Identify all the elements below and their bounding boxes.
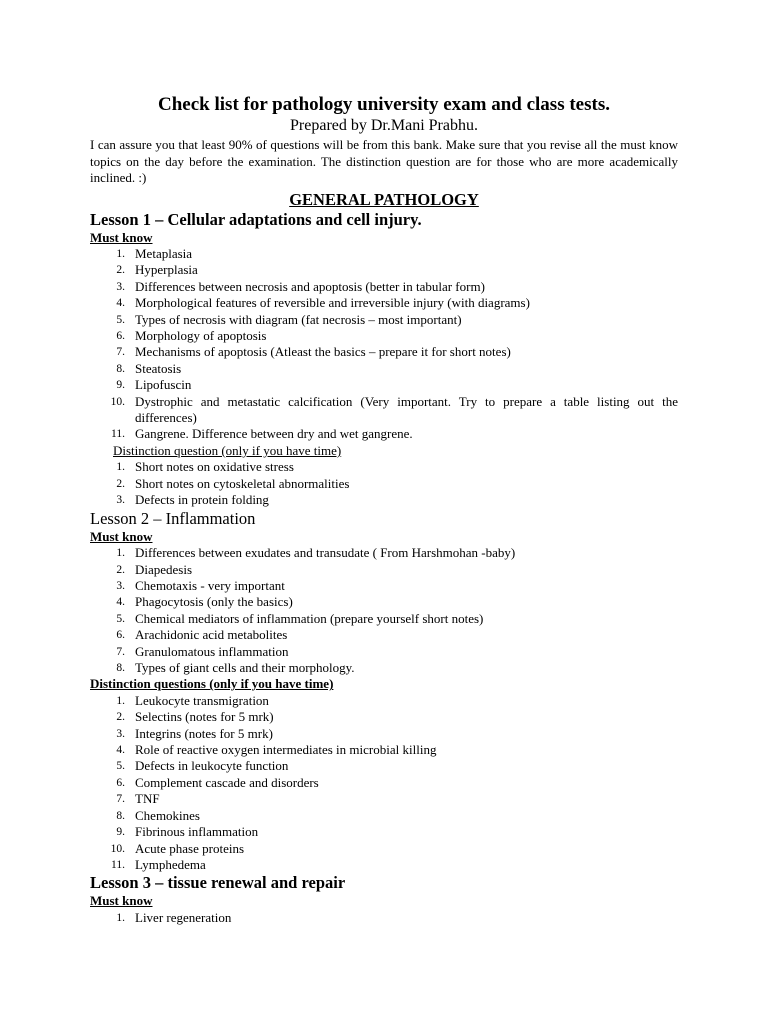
list-item-number: 2.: [116, 711, 125, 724]
list-item-number: 4.: [116, 297, 125, 310]
list-item-text: Morphology of apoptosis: [135, 328, 267, 344]
list-item: [90, 808, 678, 824]
list-item-number: 6.: [116, 330, 125, 343]
list-item-number: 6.: [116, 629, 125, 642]
list-item: [90, 459, 678, 475]
list-item-text: Chemotaxis - very important: [135, 577, 285, 593]
intro-paragraph: I can assure you that least 90% of questions will be from this bank. Make sure that you revise all the must know topics on the day before the examination. The distinction question are for those who are more academically inclined. :): [90, 137, 678, 185]
list-item-number: 2.: [116, 477, 125, 490]
list-item: [90, 660, 678, 676]
list-item-number: 5.: [116, 612, 125, 625]
list-item-number: 4.: [116, 596, 125, 609]
list-item-number: 1.: [116, 461, 125, 474]
list-item: [90, 758, 678, 774]
list-item-number: 10.: [110, 842, 125, 855]
list-item-number: 9.: [116, 379, 125, 392]
list-item: [90, 377, 678, 393]
list-item: [90, 857, 678, 873]
list-item-text: Lipofuscin: [135, 377, 192, 393]
list-item-text: Defects in leukocyte function: [135, 758, 289, 774]
list-item: [90, 246, 678, 262]
list-item-number: 5.: [116, 313, 125, 326]
list-item-number: 3.: [116, 727, 125, 740]
lesson-3-title: Lesson 3 – tissue renewal and repair: [90, 873, 346, 893]
list-item-number: 1.: [116, 694, 125, 707]
list-item: [90, 279, 678, 295]
list-item: [90, 312, 678, 328]
list-item-text: Steatosis: [135, 360, 182, 376]
list-item-number: 8.: [116, 362, 125, 375]
list-item-text: Liver regeneration: [135, 909, 232, 925]
list-item-number: 1.: [116, 547, 125, 560]
list-item-text: Complement cascade and disorders: [135, 774, 319, 790]
section-heading: [90, 190, 678, 210]
list-item-text: Differences between exudates and transudate ( From Harshmohan -baby): [135, 545, 516, 561]
list-item-text: TNF: [135, 791, 160, 807]
list-item-text: Granulomatous inflammation: [135, 643, 289, 659]
list-item-text: Arachidonic acid metabolites: [135, 627, 288, 643]
list-item: [90, 824, 678, 840]
list-item-text: Chemical mediators of inflammation (prepare yourself short notes): [135, 610, 484, 626]
list-item-text: Selectins (notes for 5 mrk): [135, 709, 274, 725]
lesson-2-title: Lesson 2 – Inflammation: [90, 508, 256, 528]
list-item-number: 1.: [116, 911, 125, 924]
list-item: [90, 594, 678, 610]
list-item-number: 3.: [116, 579, 125, 592]
lesson-2-must-know-list: [90, 545, 678, 676]
list-item-number: 7.: [116, 346, 125, 359]
list-item-text: Dystrophic and metastatic calcification (Very important. Try to prepare a table listing out the differences): [135, 393, 678, 426]
list-item: [90, 709, 678, 725]
list-item-text: Phagocytosis (only the basics): [135, 594, 293, 610]
list-item-text: Gangrene. Difference between dry and wet gangrene.: [135, 426, 413, 442]
list-item: [90, 775, 678, 791]
list-item: [90, 910, 678, 926]
list-item-text: Morphological features of reversible and irreversible injury (with diagrams): [135, 295, 530, 311]
list-item: [90, 426, 678, 442]
list-item-text: Hyperplasia: [135, 262, 198, 278]
list-item-text: Chemokines: [135, 807, 200, 823]
list-item: [90, 394, 678, 427]
list-item-number: 7.: [116, 793, 125, 806]
lesson-3-must-know-list: [90, 910, 678, 926]
lesson-1-must-know-label: Must know: [90, 229, 153, 245]
list-item-text: Role of reactive oxygen intermediates in microbial killing: [135, 742, 437, 758]
list-item-text: Lymphedema: [135, 856, 206, 872]
list-item: [90, 693, 678, 709]
list-item: [90, 361, 678, 377]
section-heading-text: GENERAL PATHOLOGY: [289, 189, 479, 209]
lesson-3-must-know-label: Must know: [90, 893, 153, 909]
list-item-number: 1.: [116, 248, 125, 260]
author-line: Prepared by Dr.Mani Prabhu.: [290, 117, 478, 134]
list-item-number: 3.: [116, 494, 125, 507]
list-item-number: 9.: [116, 826, 125, 839]
list-item-text: Differences between necrosis and apoptosis (better in tabular form): [135, 278, 485, 294]
list-item: [90, 791, 678, 807]
list-item-number: 6.: [116, 776, 125, 789]
list-item: [90, 328, 678, 344]
list-item-text: Leukocyte transmigration: [135, 692, 269, 708]
list-item-number: 2.: [116, 563, 125, 576]
list-item-text: Types of giant cells and their morphology.: [135, 659, 355, 675]
list-item-number: 10.: [110, 395, 125, 408]
list-item: [90, 295, 678, 311]
list-item: [90, 545, 678, 561]
list-item: [90, 578, 678, 594]
list-item-number: 11.: [111, 858, 125, 871]
list-item-text: Diapedesis: [135, 561, 193, 577]
list-item-text: Metaplasia: [135, 246, 193, 261]
list-item: [90, 742, 678, 758]
list-item-text: Integrins (notes for 5 mrk): [135, 725, 273, 741]
list-item: [90, 726, 678, 742]
list-item-text: Mechanisms of apoptosis (Atleast the basics – prepare it for short notes): [135, 344, 511, 360]
list-item-text: Acute phase proteins: [135, 840, 245, 856]
list-item-number: 4.: [116, 744, 125, 757]
page-title: Check list for pathology university exam and class tests.: [158, 94, 610, 115]
lesson-1-distinction-label: Distinction question (only if you have time): [113, 442, 342, 458]
lesson-2-distinction-label: Distinction questions (only if you have time): [90, 676, 334, 692]
list-item-number: 8.: [116, 661, 125, 674]
list-item-number: 2.: [116, 264, 125, 277]
lesson-1-must-know-list: [90, 246, 678, 443]
lesson-2-distinction-list: [90, 693, 678, 873]
list-item-text: Short notes on cytoskeletal abnormalities: [135, 475, 350, 491]
list-item-number: 11.: [111, 428, 125, 441]
list-item: [90, 611, 678, 627]
list-item-number: 7.: [116, 645, 125, 658]
list-item-text: Types of necrosis with diagram (fat necrosis – most important): [135, 311, 462, 327]
list-item: [90, 562, 678, 578]
lesson-1-distinction-list: [90, 459, 678, 508]
list-item-text: Fibrinous inflammation: [135, 824, 259, 840]
list-item: [90, 644, 678, 660]
list-item: [90, 627, 678, 643]
list-item: [90, 492, 678, 508]
list-item-number: 8.: [116, 809, 125, 822]
list-item: [90, 841, 678, 857]
list-item-number: 5.: [116, 760, 125, 773]
list-item: [90, 476, 678, 492]
list-item: [90, 262, 678, 278]
list-item-text: Short notes on oxidative stress: [135, 459, 294, 475]
list-item-number: 3.: [116, 280, 125, 293]
lesson-2-must-know-label: Must know: [90, 528, 153, 544]
lesson-1-title: Lesson 1 – Cellular adaptations and cell injury.: [90, 209, 422, 229]
list-item-text: Defects in protein folding: [135, 492, 269, 508]
list-item: [90, 344, 678, 360]
